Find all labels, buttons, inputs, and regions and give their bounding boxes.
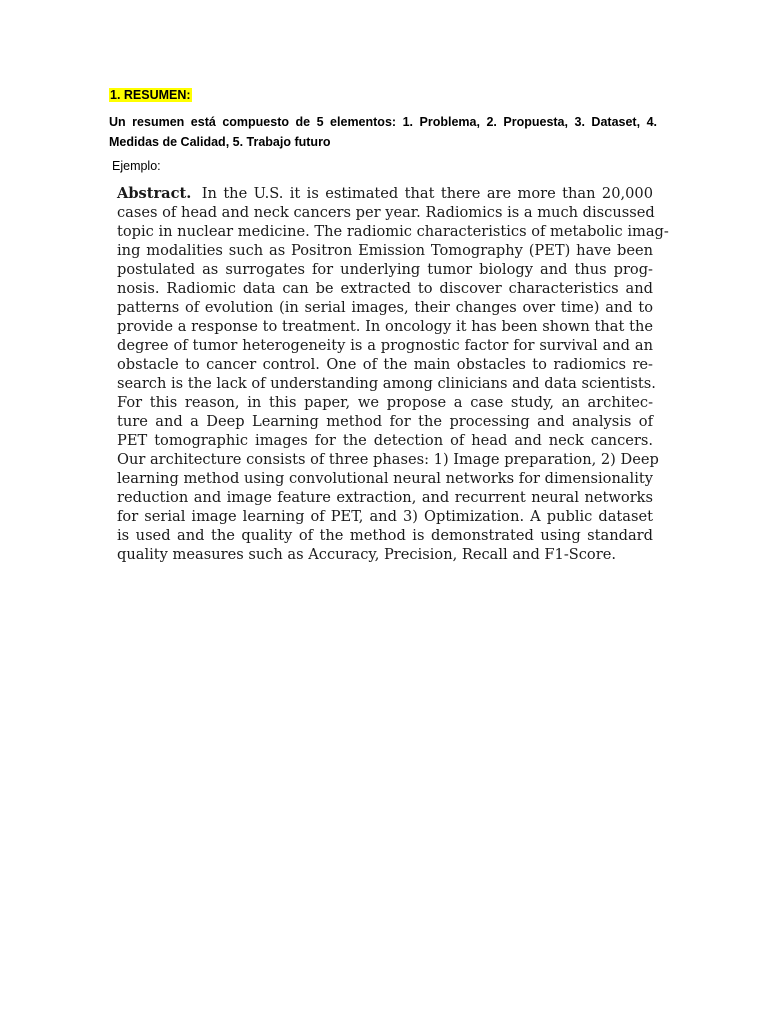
abstract-line: cases of head and neck cancers per year. Radiomics is a much discussed <box>117 204 655 221</box>
abstract-line: for serial image learning of PET, and 3) Optimization. A public dataset <box>117 508 653 525</box>
abstract-line: ing modalities such as Positron Emission Tomography (PET) have been <box>117 242 653 259</box>
abstract-line <box>117 184 653 203</box>
abstract-line: nosis. Radiomic data can be extracted to discover characteristics and <box>117 280 653 297</box>
abstract-line: obstacle to cancer control. One of the main obstacles to radiomics re- <box>117 356 653 373</box>
abstract-line: For this reason, in this paper, we propose a case study, an architec- <box>117 394 653 411</box>
abstract-line: provide a response to treatment. In oncology it has been shown that the <box>117 318 653 335</box>
section-heading <box>109 87 192 103</box>
abstract-line: degree of tumor heterogeneity is a prognostic factor for survival and an <box>117 337 653 354</box>
abstract-line-text: In the U.S. it is estimated that there are more than 20,000 <box>201 185 653 202</box>
example-label: Ejemplo: <box>112 159 161 173</box>
abstract-line: postulated as surrogates for underlying tumor biology and thus prog- <box>117 261 653 278</box>
abstract-line: Our architecture consists of three phases: 1) Image preparation, 2) Deep <box>117 451 659 468</box>
abstract-line: quality measures such as Accuracy, Precision, Recall and F1-Score. <box>117 546 616 563</box>
abstract-line: learning method using convolutional neural networks for dimensionality <box>117 470 653 487</box>
abstract-line: ture and a Deep Learning method for the processing and analysis of <box>117 413 653 430</box>
abstract-title: Abstract. <box>117 185 192 202</box>
abstract-line: PET tomographic images for the detection of head and neck cancers. <box>117 432 653 449</box>
intro-paragraph: Un resumen está compuesto de 5 elementos: 1. Problema, 2. Propuesta, 3. Dataset, 4. Medidas de Calidad, 5. Trabajo futuro <box>109 115 657 149</box>
abstract-line: reduction and image feature extraction, and recurrent neural networks <box>117 489 653 506</box>
abstract-line: topic in nuclear medicine. The radiomic characteristics of metabolic imag- <box>117 223 669 240</box>
abstract-line: patterns of evolution (in serial images, their changes over time) and to <box>117 299 653 316</box>
abstract-line: is used and the quality of the method is demonstrated using standard <box>117 527 653 544</box>
highlighted-heading-text: 1. RESUMEN: <box>110 88 191 102</box>
abstract-excerpt <box>117 184 669 564</box>
abstract-line: search is the lack of understanding among clinicians and data scientists. <box>117 375 656 392</box>
